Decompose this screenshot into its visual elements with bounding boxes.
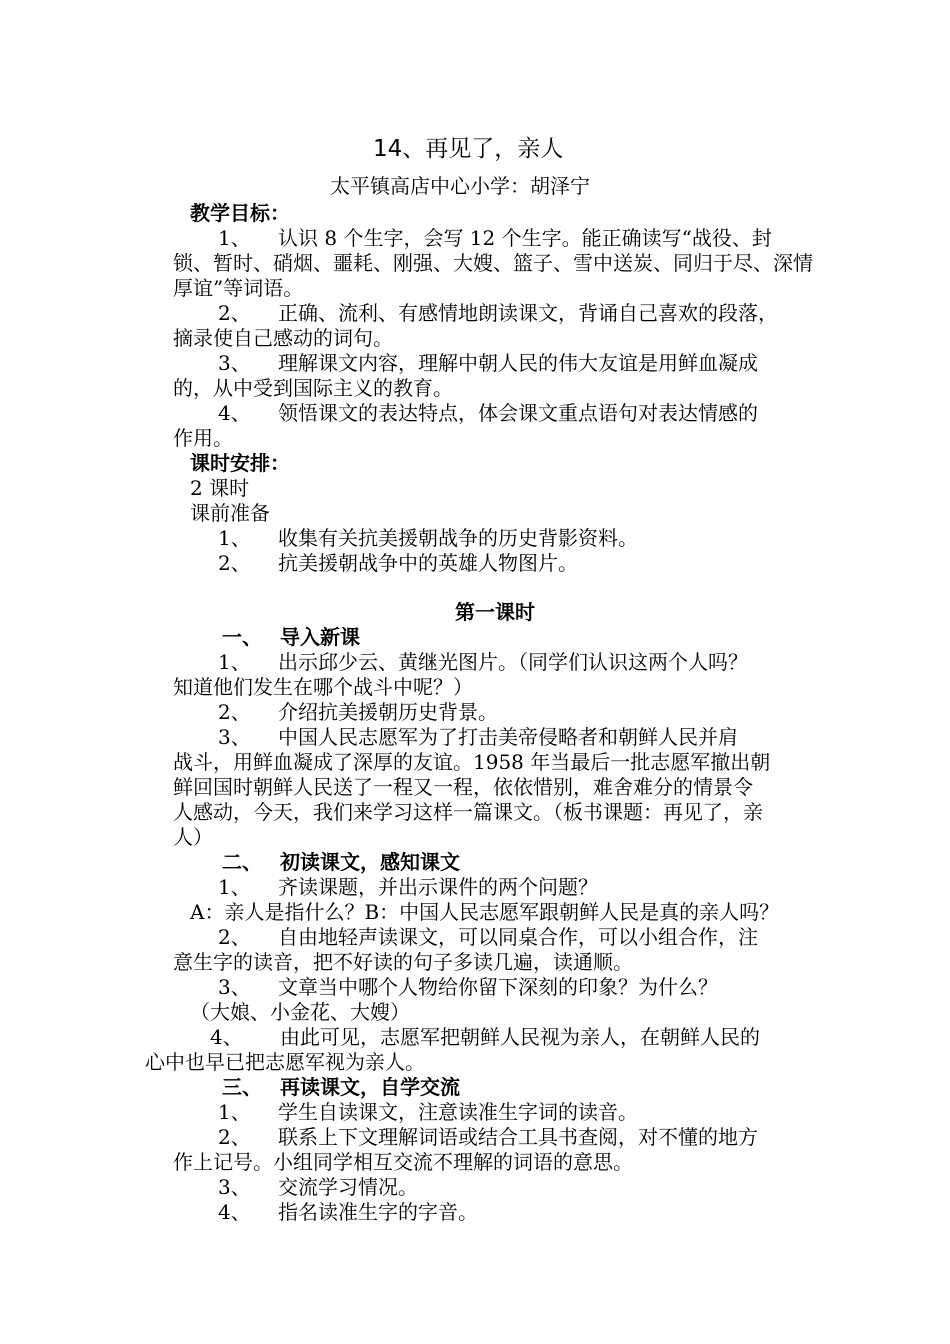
item-number: 3、 (218, 725, 251, 749)
objective-1-line-2: 锁、暂时、硝烟、噩耗、刚强、大嫂、篮子、雪中送炭、同归于尽、深情 (173, 251, 813, 275)
item-text: 自由地轻声读课文，可以同桌合作，可以小组合作，注 (278, 925, 758, 949)
section-3-heading (222, 1075, 460, 1100)
objective-4 (218, 401, 758, 426)
section-title: 初读课文，感知课文 (280, 850, 460, 874)
sec3-item-2-line-2: 作上记号。小组同学相互交流不理解的词语的意思。 (173, 1150, 633, 1174)
objective-text: 正确、流利、有感情地朗读课文，背诵自己喜欢的段落， (278, 301, 778, 325)
sec1-item-3-line-2: 战斗，用鲜血凝成了深厚的友谊。1958 年当最后一批志愿军撤出朝 (173, 750, 771, 774)
sec1-item-3-line-5: 人） (173, 825, 213, 849)
sec1-item-1 (218, 650, 748, 675)
prep-number: 1、 (218, 526, 251, 550)
sec1-item-3-line-3: 鲜回国时朝鲜人民送了一程又一程，依依惜别，难舍难分的情景令 (173, 775, 753, 799)
section-1-heading (222, 625, 360, 650)
sec1-item-2 (218, 700, 498, 725)
item-number: 3、 (218, 1175, 251, 1199)
item-number: 2、 (218, 925, 251, 949)
objective-text: 理解课文内容，理解中朝人民的伟大友谊是用鲜血凝成 (278, 351, 758, 375)
item-text: 联系上下文理解词语或结合工具书查阅，对不懂的地方 (278, 1125, 758, 1149)
sec1-item-3-line-4: 人感动，今天，我们来学习这样一篇课文。（板书课题：再见了，亲 (173, 800, 763, 824)
sec1-item-1-line-2: 知道他们发生在哪个战斗中呢？） (173, 675, 473, 699)
item-text: 中国人民志愿军为了打击美帝侵略者和朝鲜人民并肩 (278, 725, 738, 749)
item-text: 交流学习情况。 (278, 1175, 418, 1199)
sec3-item-1 (218, 1100, 638, 1125)
sec3-item-4 (218, 1200, 478, 1225)
item-number: 4、 (210, 1025, 243, 1049)
schedule-value: 2 课时 (190, 476, 250, 500)
sec2-item-2 (218, 925, 758, 950)
item-number: 1、 (218, 875, 251, 899)
section-number: 二、 (222, 850, 262, 874)
item-text: 学生自读课文，注意读准生字词的读音。 (278, 1100, 638, 1124)
lesson-1-heading: 第一课时 (455, 600, 535, 624)
item-number: 1、 (218, 1100, 251, 1124)
prep-number: 2、 (218, 551, 251, 575)
objective-number: 1、 (218, 226, 251, 250)
item-text: 指名读准生字的字音。 (278, 1200, 478, 1224)
objective-1-line-3: 厚谊”等词语。 (173, 276, 304, 300)
objective-2 (218, 301, 778, 326)
prep-text: 收集有关抗美援朝战争的历史背影资料。 (278, 526, 638, 550)
objective-text: 领悟课文的表达特点，体会课文重点语句对表达情感的 (278, 401, 758, 425)
item-number: 3、 (218, 975, 251, 999)
document-title: 14、再见了，亲人 (373, 136, 564, 162)
section-title: 再读课文，自学交流 (280, 1075, 460, 1099)
item-text: 介绍抗美援朝历史背景。 (278, 700, 498, 724)
item-number: 2、 (218, 1125, 251, 1149)
objective-text: 认识 8 个生字，会写 12 个生字。能正确读写“战役、封 (278, 226, 772, 250)
sec3-item-3 (218, 1175, 418, 1200)
sec2-item-2-line-2: 意生字的读音，把不好读的句子多读几遍，读通顺。 (173, 950, 633, 974)
item-number: 4、 (218, 1200, 251, 1224)
objective-number: 4、 (218, 401, 251, 425)
objective-1 (218, 226, 772, 251)
item-number: 1、 (218, 650, 251, 674)
objective-4-line-2: 作用。 (173, 426, 233, 450)
prep-item-2 (218, 551, 578, 576)
sec2-item-4 (210, 1025, 760, 1050)
item-text: 齐读课题，并出示课件的两个问题？ (278, 875, 598, 899)
sec1-item-3 (218, 725, 738, 750)
item-text: 出示邱少云、黄继光图片。（同学们认识这两个人吗？ (278, 650, 748, 674)
objectives-heading: 教学目标： (190, 201, 290, 225)
objective-3-line-2: 的，从中受到国际主义的教育。 (173, 376, 453, 400)
objective-3 (218, 351, 758, 376)
sec2-item-3 (218, 975, 718, 1000)
sec2-item-4-line-2: 心中也早已把志愿军视为亲人。 (145, 1050, 425, 1074)
section-number: 一、 (222, 625, 262, 649)
item-text: 由此可见，志愿军把朝鲜人民视为亲人，在朝鲜人民的 (280, 1025, 760, 1049)
objective-2-line-2: 摘录使自己感动的词句。 (173, 326, 393, 350)
prep-text: 抗美援朝战争中的英雄人物图片。 (278, 551, 578, 575)
sec2-answer: （大娘、小金花、大嫂） (190, 1000, 410, 1024)
prep-heading: 课前准备 (190, 501, 270, 525)
author-line: 太平镇高店中心小学：胡泽宁 (330, 174, 590, 198)
section-number: 三、 (222, 1075, 262, 1099)
section-2-heading (222, 850, 460, 875)
item-number: 2、 (218, 700, 251, 724)
schedule-heading: 课时安排： (190, 451, 290, 475)
prep-item-1 (218, 526, 638, 551)
objective-number: 3、 (218, 351, 251, 375)
objective-number: 2、 (218, 301, 251, 325)
item-text: 文章当中哪个人物给你留下深刻的印象？为什么？ (278, 975, 718, 999)
sec2-questions: A：亲人是指什么？B：中国人民志愿军跟朝鲜人民是真的亲人吗？ (190, 900, 780, 924)
sec2-item-1 (218, 875, 598, 900)
section-title: 导入新课 (280, 625, 360, 649)
sec3-item-2 (218, 1125, 758, 1150)
